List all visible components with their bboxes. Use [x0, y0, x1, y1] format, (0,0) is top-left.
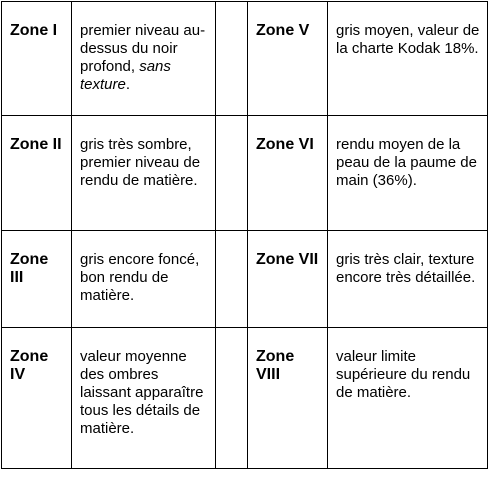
zone-description: gris moyen, valeur de la charte Kodak 18%.	[328, 2, 488, 116]
table-row	[2, 2, 488, 116]
zone-description-emphasis: sans texture	[80, 58, 171, 93]
zone-description	[72, 2, 216, 116]
zone-label: Zone VIII	[248, 328, 328, 469]
table-row	[2, 231, 488, 328]
table-row	[2, 328, 488, 469]
zone-label: Zone VI	[248, 116, 328, 231]
zone-label: Zone V	[248, 2, 328, 116]
zone-label: Zone III	[2, 231, 72, 328]
zone-system-table	[1, 1, 488, 469]
zone-label: Zone IV	[2, 328, 72, 469]
zone-label: Zone I	[2, 2, 72, 116]
table-row	[2, 116, 488, 231]
zone-description: gris encore foncé, bon rendu de matière.	[72, 231, 216, 328]
spacer-cell	[216, 231, 248, 328]
zone-label: Zone VII	[248, 231, 328, 328]
zone-description: rendu moyen de la peau de la paume de main (36%).	[328, 116, 488, 231]
spacer-cell	[216, 116, 248, 231]
spacer-cell	[216, 328, 248, 469]
spacer-cell	[216, 2, 248, 116]
zone-description: valeur moyenne des ombres laissant apparaître tous les détails de matière.	[72, 328, 216, 469]
zone-description: valeur limite supérieure du rendu de matière.	[328, 328, 488, 469]
zone-label: Zone II	[2, 116, 72, 231]
zone-description: gris très sombre, premier niveau de rendu de matière.	[72, 116, 216, 231]
zone-description-text: premier niveau au-dessus du noir profond,	[80, 22, 206, 75]
zone-description: gris très clair, texture encore très détaillée.	[328, 231, 488, 328]
zone-description-end: .	[125, 76, 131, 93]
